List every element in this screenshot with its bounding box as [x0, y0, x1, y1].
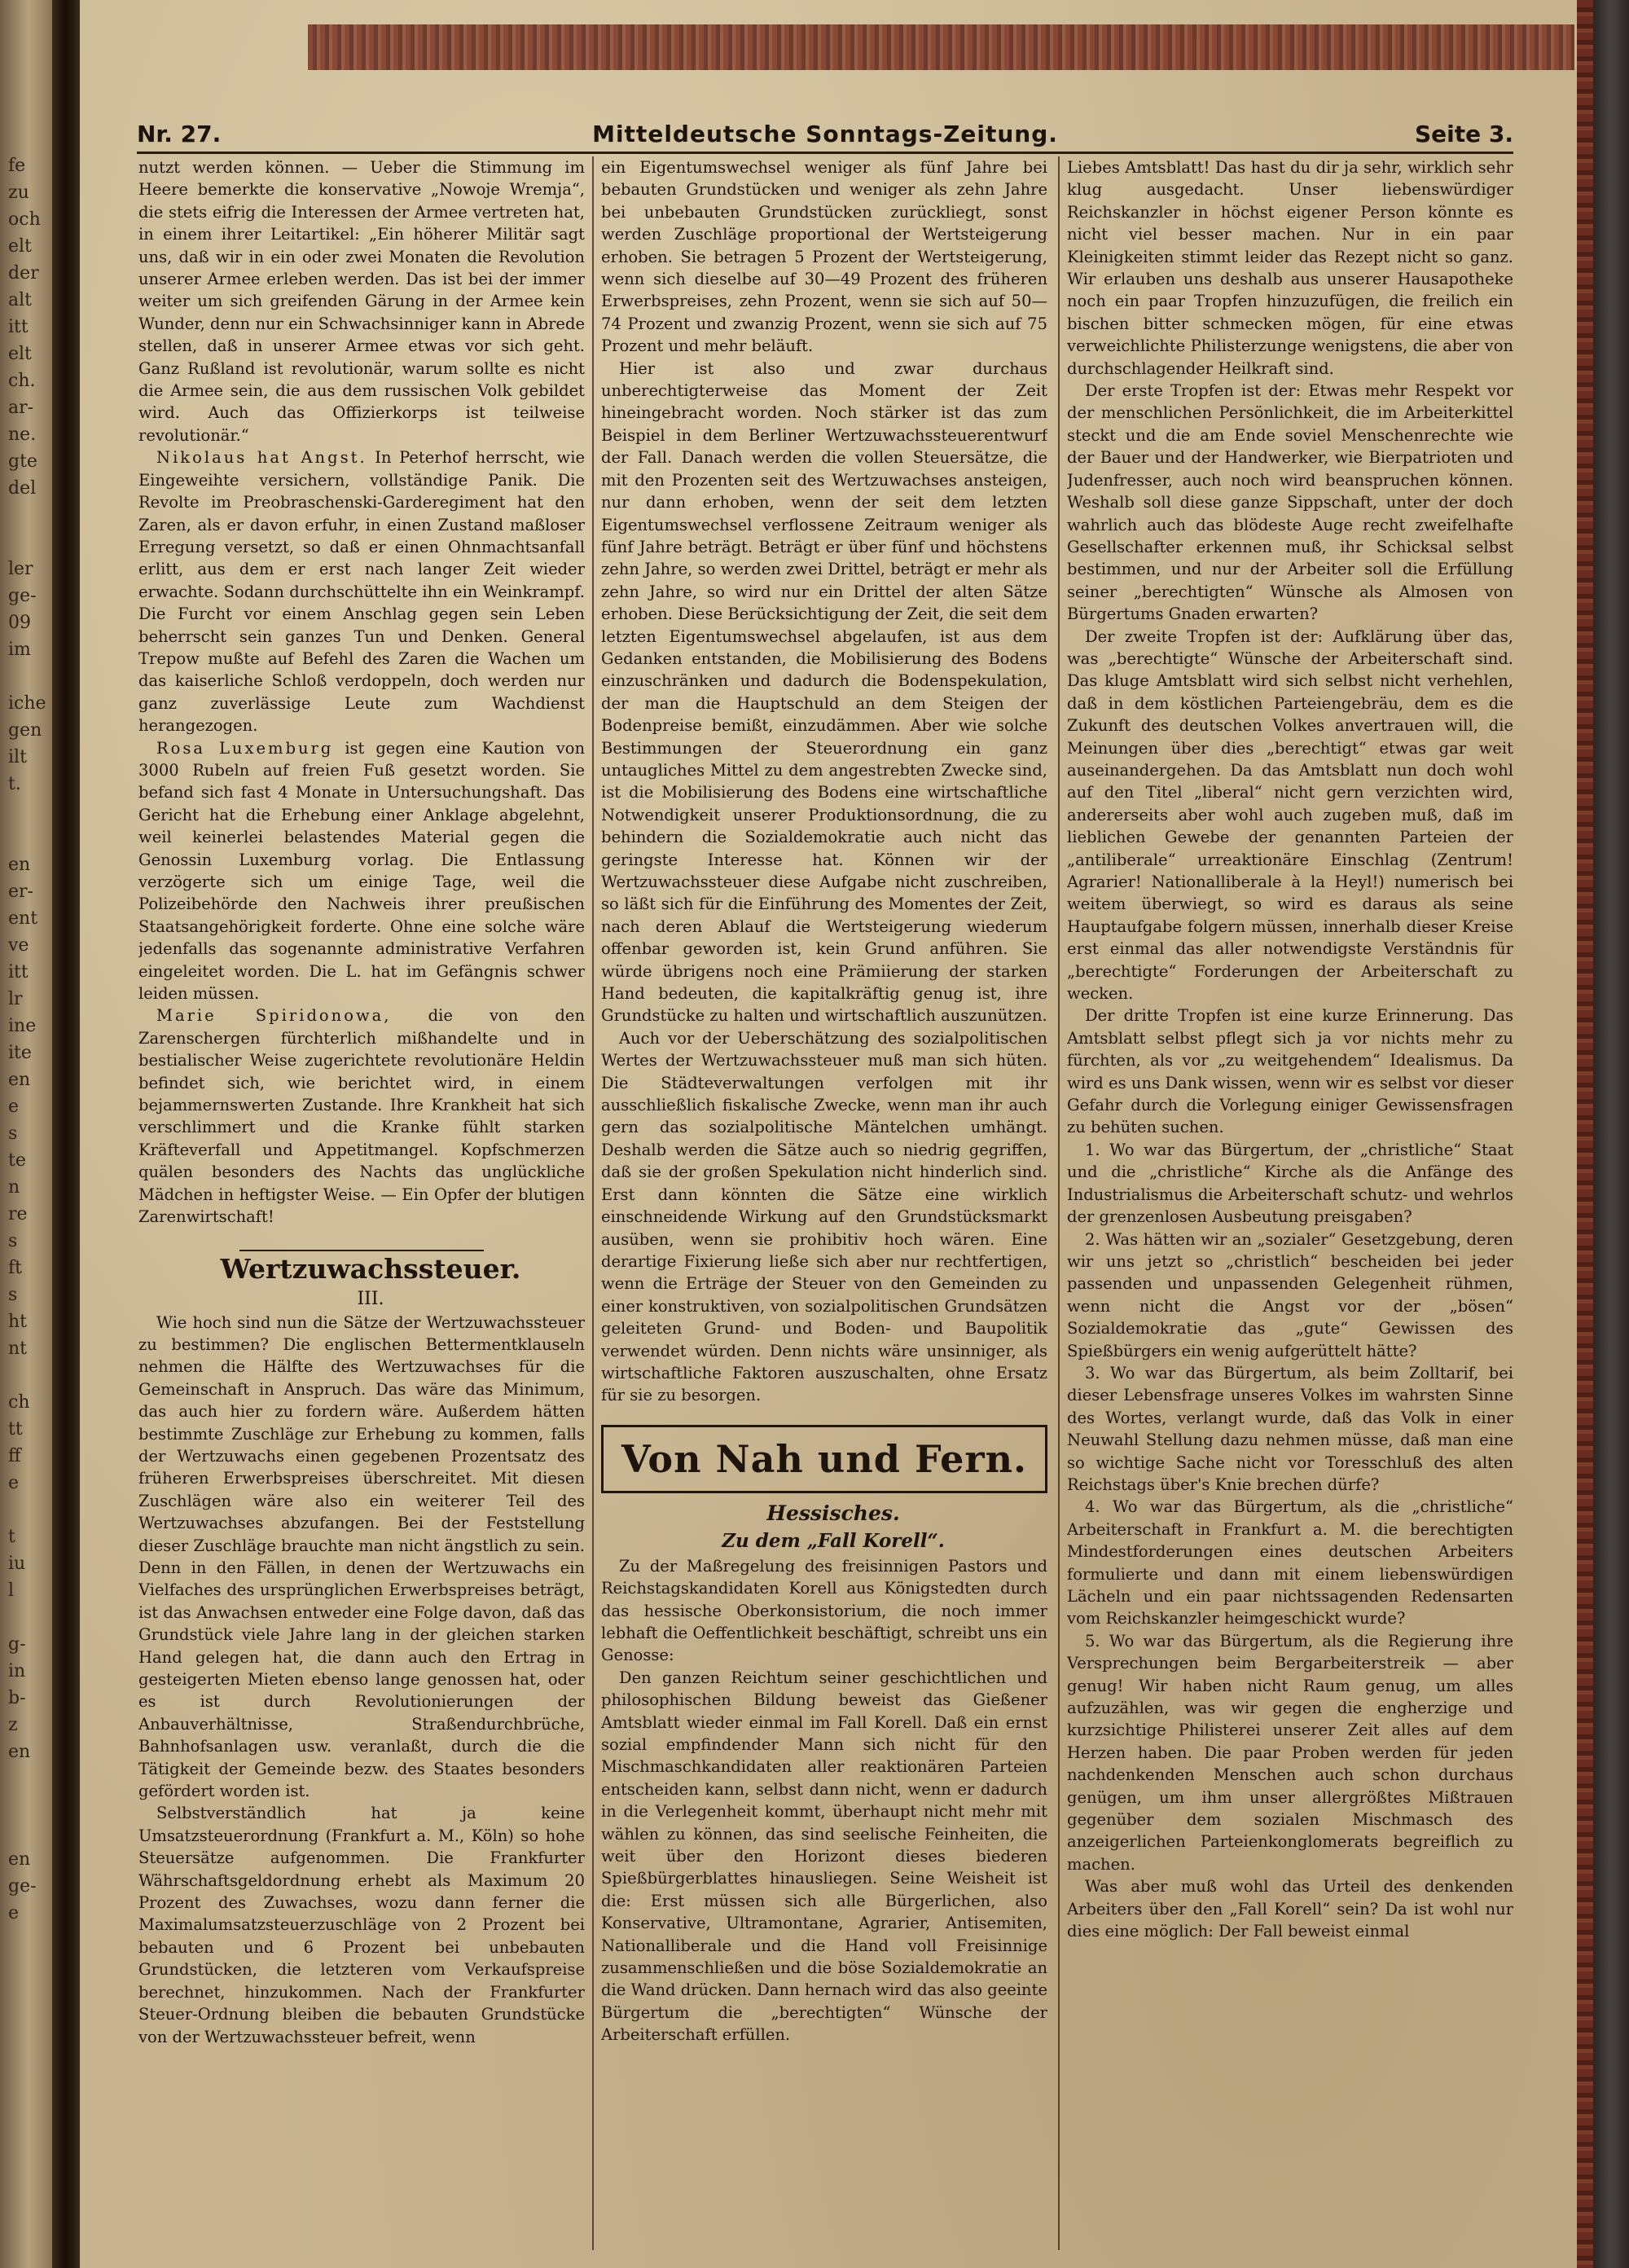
prev-page-fragment: ar-	[8, 398, 34, 418]
prev-page-fragment: 09	[8, 613, 31, 633]
header-rule	[137, 152, 1513, 154]
prev-page-fragment: elt	[8, 236, 32, 257]
prev-page-fragment: en	[8, 1070, 31, 1090]
prev-page-fragment: ch	[8, 1392, 30, 1413]
list-item: 5. Wo war das Bürgertum, als die Regierung ihre Versprechungen beim Bergarbeiterstreik — aber genug! Wir haben nicht Raum genug, um alles aufzuzählen, was wir gegen die engherzige und kurzsichtige Philisterei unserer Zeit alles auf dem Herzen haben. Die paar Proben werden für jeden nachdenkenden Menschen auch schon durchaus genügen, um ihm unser allergrößtes Mißtrauen gegenüber dem sozialen Mischmasch des anzeigerlichen Parteienkonglomerats begreiflich zu machen.	[1067, 1631, 1513, 1874]
prev-page-fragment: ent	[8, 908, 38, 929]
paragraph	[138, 1004, 585, 1228]
prev-page-fragment: s	[8, 1231, 18, 1251]
prev-page-fragment: en	[8, 1742, 31, 1762]
paragraph: Auch vor der Ueberschätzung des sozialpolitischen Wertes der Wertzuwachssteuer muß man sich hüten. Die Städteverwaltungen verfolgen mit ihr ausschließlich fiskalische Zwecke, wenn man ihr auch gern das sozialpolitische Mäntelchen umhängt. Deshalb werden die Sätze auch so niedrig gegriffen, daß sie der großen Spekulation nicht hinderlich sind. Erst dann könnten die Sätze eine wirklich einschneidende Wirkung auf den Grundstücksmarkt ausüben, wenn sie prohibitiv hoch wären. Eine derartige Fixierung ließe sich aber nur rechtfertigen, wenn die Erträge der Steuer von den Gemeinden zu einer konstruktiven, von sozialpolitischen Grundsätzen geleiteten Grund- und Boden- und Baupolitik verwendet würden. Denn nichts wäre unsinniger, als wirtschaftliche Faktoren auszuschalten, ohne Ersatz für sie zu besorgen.	[601, 1028, 1047, 1405]
prev-page-fragment: en	[8, 855, 31, 875]
paragraph: Der dritte Tropfen ist eine kurze Erinnerung. Das Amtsblatt selbst pflegt sich ja vor nichts mehr zu fürchten, als vor „zu weitgehendem“ Idealismus. Da wird es uns Dank wissen, wenn wir es selbst vor dieser Gefahr durch die Vorlegung einiger Gewissensfragen zu behüten suchen.	[1067, 1006, 1513, 1137]
spaced-lead: Rosa Luxemburg	[156, 738, 334, 758]
paragraph: Den ganzen Reichtum seiner geschichtlichen und philosophischen Bildung beweist das Gießener Amtsblatt wieder einmal im Fall Korell. Daß ein ernst sozial empfindender Mann sich nicht für den Mischmaschkandidaten aller reaktionären Parteien entscheiden kann, selbst dann nicht, wenn er dadurch in die Verlegenheit kommt, überhaupt nicht mehr mit wählen zu können, das sind seelische Feinheiten, die weit über den Horizont dieses biederen Spießbürgerblattes hinausliegen. Seine Weisheit ist die: Erst müssen sich alle Bürgerlichen, also Konservative, Ultramontane, Agrarier, Antisemiten, Nationalliberale und die Hand voll Freisinnige zusammenschließen und die böse Sozialdemokratie an die Wand drücken. Dann hernach wird das also geeinte Bürgertum die „berechtigten“ Wünsche der Arbeiterschaft erfüllen.	[601, 1668, 1047, 2045]
prev-page-fragment: n	[8, 1177, 20, 1198]
paragraph-text: die von den Zarenschergen fürchterlich mißhandelte und in bestialischer Weise zugerichtete revolutionäre Heldin befindet sich, wie berichtet wird, in einem bejammernswerten Zustande. Ihre Krankheit hat sich verschlimmert und die Kranke fühlt starken Kräfteverfall und Appetitmangel. Kopfschmerzen quälen besonders des Nachts das unglückliche Mädchen in heftigster Weise. — Ein Opfer der blutigen Zarenwirtschaft!	[138, 1006, 585, 1227]
prev-page-fragment: ne.	[8, 424, 37, 445]
issue-number: Nr. 27.	[137, 121, 222, 147]
prev-page-fragment: b-	[8, 1688, 26, 1708]
paragraph: Der erste Tropfen ist der: Etwas mehr Respekt vor der menschlichen Persönlichkeit, die im Arbeiterkittel steckt und die am Ende soviel Menschenrechte wie der Bauer und der Handwerker, wie Bierpatrioten und Judenfresser, auch noch wird beanspruchen können. Weshalb soll diese ganze Sippschaft, unter der doch wahrlich auch das blödeste Auge recht zweifelhafte Gesellschafter erkennen muß, ihr Schicksal selbst bestimmen, und nur der Arbeiter soll die Erfüllung seiner „berechtigten“ Wünsche als Almosen von Bürgertums Gnaden erwarten?	[1067, 381, 1513, 624]
prev-page-fragment: tt	[8, 1419, 23, 1439]
column-rule	[1058, 156, 1060, 2250]
prev-page-fragment: nt	[8, 1338, 28, 1359]
section-heading-box: Von Nah und Fern.	[601, 1425, 1047, 1493]
binding-cloth	[1593, 0, 1629, 2268]
list-item: 3. Wo war das Bürgertum, als beim Zolltarif, bei dieser Lebensfrage unseres Volkes im wahrsten Sinne des Wortes, verlangt wurde, daß das Volk in einer Neuwahl Stellung dazu nehmen müsse, daß man eine so wichtige Sache nicht vor Toresschluß des alten Reichstags über's Knie brechen dürfe?	[1067, 1363, 1513, 1494]
prev-page-fragment: te	[8, 1150, 26, 1171]
prev-page-fragment: ite	[8, 1043, 32, 1063]
paragraph	[138, 446, 585, 736]
page-header	[137, 121, 1513, 153]
prev-page-fragment: s	[8, 1123, 18, 1144]
prev-page-fragment: im	[8, 640, 31, 660]
paragraph: ein Eigentumswechsel weniger als fünf Jahre bei bebauten Grundstücken und weniger als zehn Jahre bei unbebauten Grundstücken zurückliegt, sonst werden Zuschläge proportional der Wertsteigerung erhoben. Sie betragen 5 Prozent der Wertsteigerung, wenn sich dieselbe auf 30—49 Prozent des früheren Erwerbspreises, zehn Prozent, wenn sie sich auf 50—74 Prozent und zwanzig Prozent, wenn sie sich auf 75 Prozent und mehr beläuft.	[601, 158, 1047, 356]
prev-page-fragment: ft	[8, 1258, 22, 1278]
prev-page-fragment: t	[8, 1527, 15, 1547]
prev-page-fragment: zu	[8, 182, 29, 203]
top-binding-edge	[308, 24, 1574, 70]
prev-page-fragment: och	[8, 209, 41, 230]
paragraph: nutzt werden können. — Ueber die Stimmung im Heere bemerkte die konservative „Nowoje Wremja“, die stets eifrig die Interessen der Armee vertreten hat, in einem ihrer Leitartikel: „Ein höherer Militär sagt uns, daß wir in ein oder zwei Monaten die Revolution unserer Armee erleben werden. Das ist bei der immer weiter um sich greifenden Gärung in der Armee kein Wunder, denn nur ein Schwachsinniger kann in Abrede stellen, daß in unserer Armee etwas vor sich geht. Ganz Rußland ist revolutionär, warum sollte es nicht die Armee sein, die aus dem russischen Volk gebildet wird. Auch das Offizierkorps ist teilweise revolutionär.“	[138, 158, 585, 445]
prev-page-fragment: der	[8, 263, 39, 284]
section-title: Wertzuwachssteuer.	[220, 1252, 521, 1285]
paragraph	[138, 737, 585, 1005]
prev-page-fragment: en	[8, 1849, 31, 1870]
list-item: 4. Wo war das Bürgertum, als die „christliche“ Arbeiterschaft in Frankfurt a. M. die berechtigten Mindestforderungen eines deutschen Arbeiters formulierte und dann mit einem liebenswürdigen Lächeln und ein paar nichtssagenden Redensarten vom Reichskanzler heimgeschickt wurde?	[1067, 1497, 1513, 1628]
prev-page-fragment: z	[8, 1715, 18, 1735]
prev-page-fragment: itt	[8, 962, 29, 982]
prev-page-fragment: ff	[8, 1446, 21, 1466]
prev-page-fragment: alt	[8, 290, 32, 310]
prev-page-fragment: ler	[8, 559, 33, 579]
prev-page-fragment: iche	[8, 693, 46, 714]
right-binding	[1577, 0, 1629, 2268]
paragraph-text: ist gegen eine Kaution von 3000 Rubeln auf freien Fuß gesetzt worden. Sie befand sich fast 4 Monate in Untersuchungshaft. Das Gericht hat die Erhebung einer Anklage abgelehnt, weil keinerlei belastendes Material gegen die Genossin Luxemburg vorlag. Die Entlassung verzögerte sich um einige Tage, weil die Polizeibehörde den Nachweis ihrer preußischen Staatsangehörigkeit forderte. Ohne eine solche wäre jedenfalls das sogenannte administrative Verfahren eingeleitet worden. Die L. hat im Gefängnis schwer leiden müssen.	[138, 738, 585, 1004]
prev-page-fragment: s	[8, 1285, 18, 1305]
book-gutter	[52, 0, 80, 2268]
prev-page-fragment: del	[8, 478, 37, 499]
prev-page-fragment: e	[8, 1903, 20, 1923]
subheading: Hessisches.	[766, 1501, 900, 1525]
paragraph: Hier ist also und zwar durchaus unberechtigterweise das Moment der Zeit hineingebracht worden. Noch stärker ist das zum Beispiel in dem Berliner Wertzuwachssteuerentwurf der Fall. Danach werden die vollen Steuersätze, die mit den Prozenten seit des Wertzuwachses ansteigen, nur dann erhoben, wenn der seit dem letzten Eigentumswechsel verflossene Zeitraum weniger als fünf Jahre beträgt. Beträgt er über fünf und höchstens zehn Jahre, so werden zwei Drittel, beträgt er mehr als zehn Jahre, so wird nur ein Drittel der alten Sätze erhoben. Diese Berücksichtigung der Zeit, die seit dem letzten Eigentumswechsel abgelaufen, ist aus dem Gedanken entstanden, die Mobilisierung des Bodens einzuschränken und dadurch die Bodenspekulation, der man die Hauptschuld an dem Steigen der Bodenpreise bemißt, einzudämmen. Aber wie solche Bestimmungen der Steuerordnung ein ganz untaugliches Mittel zu dem angestrebten Zwecke sind, ist die Mobilisierung des Bodens eine wirtschaftliche Notwendigkeit unserer Produktionsordnung, die zu behindern die Sozialdemokratie auch nicht das geringste Interesse hat. Können wir der Wertzuwachssteuer diese Aufgabe nicht zuschreiben, so läßt sich für die Einführung des Momentes der Zeit, nach deren Ablauf die Wertsteigerung wiederum offenbar geworden ist, kein Grund anführen. Sie würde übrigens noch eine Prämiierung der starken Hand bedeuten, die kapitalkräftig genug ist, ihre Grundstücke zu halten und wirtschaftlich auszunützen.	[601, 358, 1047, 1026]
page-number: Seite 3.	[1415, 121, 1513, 147]
prev-page-fragment: l	[8, 1580, 15, 1601]
list-item: 1. Wo war das Bürgertum, der „christliche“ Staat und die „christliche“ Kirche als die Anfänge des Industrialismus die Arbeiterschaft schutz- und wehrlos der grenzenlosen Ausbeutung preisgaben?	[1067, 1140, 1513, 1227]
paragraph: Was aber muß wohl das Urteil des denkenden Arbeiters über den „Fall Korell“ sein? Da ist wohl nur dies eine möglich: Der Fall beweist einmal	[1067, 1877, 1513, 1941]
prev-page-fragment: ch.	[8, 371, 36, 391]
prev-page-fragment: ht	[8, 1312, 28, 1332]
prev-page-fragment: in	[8, 1661, 26, 1681]
prev-page-fragment: ge-	[8, 586, 37, 606]
paragraph: Zu der Maßregelung des freisinnigen Pastors und Reichstagskandidaten Korell aus Königstedten durch das hessische Oberkonsistorium, die noch immer lebhaft die Oeffentlichkeit beschäftigt, schreibt uns ein Genosse:	[601, 1556, 1047, 1665]
prev-page-fragment: ge-	[8, 1876, 37, 1897]
prev-page-fragment: er-	[8, 881, 33, 902]
column-3	[1067, 156, 1513, 2250]
prev-page-fragment: ilt	[8, 747, 27, 767]
prev-page-fragment: ve	[8, 935, 29, 956]
paragraph-text: In Peterhof herrscht, wie Eingeweihte versichern, vollständige Panik. Die Revolte im Preobraschenski-Garderegiment hat den Zaren, als er davon erfuhr, in einen Zustand maßloser Erregung versetzt, so daß er einen Ohnmachtsanfall erlitt, aus dem er erst nach langer Zeit wieder erwachte. Sodann durchschüttelte ihn ein Weinkrampf. Die Furcht vor einem Anschlag gegen sein Leben beherrscht sein ganzes Tun und Denken. General Trepow mußte auf Befehl des Zaren die Wachen um das kaiserliche Schloß verdoppeln, doch werden nur ganz zuverlässige Leute zum Wachdienst herangezogen.	[138, 448, 585, 736]
prev-page-fragment: gen	[8, 720, 42, 741]
paragraph: Wie hoch sind nun die Sätze der Wertzuwachssteuer zu bestimmen? Die englischen Bettermentklauseln nehmen die Hälfte des Wertzuwachses für die Gemeinschaft in Anspruch. Das wäre das Minimum, das auch hier zu fordern wäre. Außerdem hätten bestimmte Zuschläge zur Erhebung zu kommen, falls der Wertzuwachs einen gegebenen Prozentsatz des früheren Erwerbspreises überschreitet. Mit diesen Zuschlägen wäre also ein weiterer Teil des Wertzuwachses abzufangen. Bei der Feststellung dieser Zuschläge brauchte man nicht ängstlich zu sein. Denn in den Fällen, in denen der Wertzuwachs ein Vielfaches des ursprünglichen Erwerbspreises beträgt, ist das Anwachsen entweder eine Folge davon, daß das Grundstück viele Jahre lang in der gleichen starken Hand gelegen hat, die dann auch den Ertrag in gesteigerten Mieten ebenso lange genossen hat, oder es ist durch Revolutionierungen der Anbauverhältnisse, Straßendurchbrüche, Bahnhofsanlagen usw. veranlaßt, durch die die Tätigkeit der Gemeinde bezw. des Staates besonders gefördert worden ist.	[138, 1312, 585, 1801]
column-1	[138, 156, 585, 2250]
spaced-lead: Marie Spiridonowa,	[156, 1006, 392, 1026]
paragraph: Selbstverständlich hat ja keine Umsatzsteuerordnung (Frankfurt a. M., Köln) so hohe Steuersätze aufgenommen. Die Frankfurter Währschaftsgeldordnung erhebt als Maximum 20 Prozent des Zuwachses, wozu dann ferner die Maximalumsatzsteuerzuschläge von 2 Prozent bei bebauten und 6 Prozent bei unbebauten Grundstücken, die letzteren vom Verkaufspreise berechnet, hinzukommen. Nach der Frankfurter Steuer-Ordnung bleiben die bebauten Grundstücke von der Wertzuwachssteuer befreit, wenn	[138, 1804, 585, 2046]
prev-page-fragment: lr	[8, 989, 23, 1009]
previous-page-edge	[0, 0, 52, 2268]
newspaper-title: Mitteldeutsche Sonntags-Zeitung.	[592, 121, 1058, 147]
spaced-lead: Nikolaus hat Angst.	[156, 448, 367, 468]
prev-page-fragment: e	[8, 1097, 20, 1117]
article-title: Zu dem „Fall Korell“.	[722, 1529, 945, 1552]
prev-page-fragment: gte	[8, 451, 37, 472]
list-item: 2. Was hätten wir an „sozialer“ Gesetzgebung, deren wir uns jetzt so „christlich“ bescheiden bei jeder passenden und unpassenden Gelegenheit rühmen, wenn nicht die Angst vor der „bösen“ Sozialdemokratie das „gute“ Gewissen des Spießbürgers ein wenig aufgerüttelt hätte?	[1067, 1229, 1513, 1360]
column-2	[601, 156, 1047, 2250]
prev-page-fragment: itt	[8, 317, 29, 337]
column-rule	[592, 156, 594, 2250]
prev-page-fragment: t.	[8, 774, 21, 794]
prev-page-fragment: iu	[8, 1554, 26, 1574]
paragraph: Der zweite Tropfen ist der: Aufklärung über das, was „berechtigte“ Wünsche der Arbeiterschaft sind. Das kluge Amtsblatt wird sich selbst nicht verhehlen, daß in dem köstlichen Parteiengebräu, dem es die Zukunft des deutschen Volkes anvertrauen will, die Meinungen über dies „berechtigt“ etwas gar weit auseinandergehen. Da das Amtsblatt nun doch wohl auf den Titel „liberal“ nicht gern verzichten wird, andererseits aber wohl auch zugeben muß, daß im lieblichen Gewebe der genannten Parteien der „antiliberale“ urreaktionäre Einschlag (Zentrum! Agrarier! Nationalliberale à la Heyl!) numerisch bei weitem überwiegt, so wird es daraus als seine Hauptaufgabe folgern müssen, innerhalb dieser Kreise erst einmal das aller notwendigste Verständnis für „berechtigte“ Forderungen der Arbeiterschaft zu wecken.	[1067, 626, 1513, 1004]
prev-page-fragment: g-	[8, 1634, 26, 1655]
newspaper-page	[80, 0, 1577, 2268]
prev-page-fragment: fe	[8, 156, 26, 176]
section-number: III.	[357, 1288, 384, 1309]
prev-page-fragment: e	[8, 1473, 20, 1493]
paragraph: Liebes Amtsblatt! Das hast du dir ja sehr, wirklich sehr klug ausgedacht. Unser liebenswürdiger Reichskanzler in höchst eigener Person könnte es nicht viel besser machen. Nur in ein paar Kleinigkeiten stimmt leider das Rezept nicht so ganz. Wir erlauben uns deshalb aus unserer Hausapotheke noch ein paar Tropfen hinzuzufügen, die freilich ein bischen bitter schmecken mögen, für eine etwas verweichlichte Philisterzunge wenigstens, die aber von durchschlagender Heilkraft sind.	[1067, 158, 1513, 378]
prev-page-fragment: ine	[8, 1016, 37, 1036]
prev-page-fragment: re	[8, 1204, 28, 1224]
prev-page-fragment: elt	[8, 344, 32, 364]
